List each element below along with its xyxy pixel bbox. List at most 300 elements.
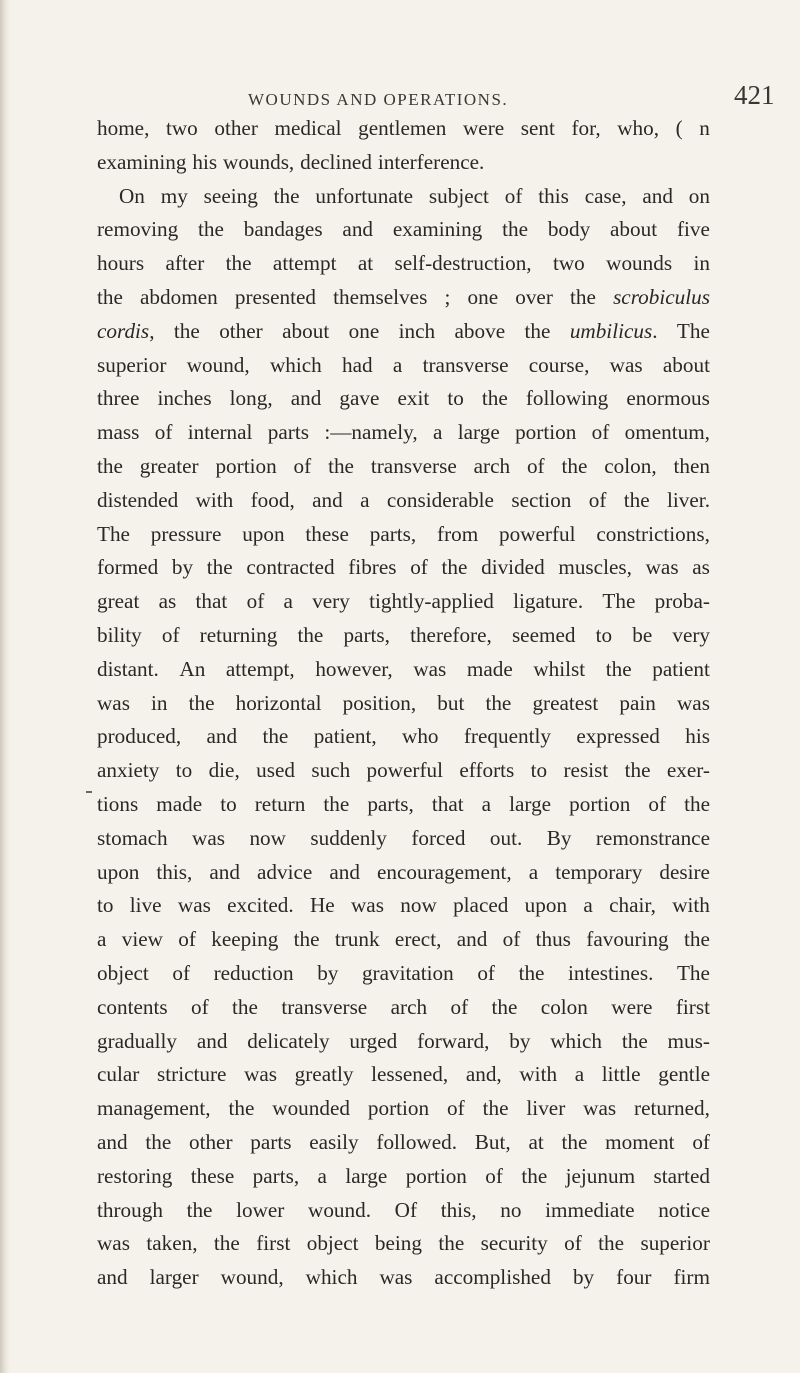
word: to [97,893,114,918]
word: in [693,251,710,276]
word: intestines. [568,960,654,985]
word: superior [97,352,167,377]
word: arch [390,994,428,1019]
word: lessened, [371,1062,449,1087]
word [613,281,710,315]
word: parts [250,1129,292,1154]
text-line [97,180,710,214]
text-line [97,450,710,484]
text-line [97,1261,710,1295]
word: expressed [576,724,660,749]
word: jejunum [565,1163,636,1188]
word: liver [526,1096,566,1121]
word: lower [236,1197,285,1222]
word: accomplished [434,1265,551,1290]
page-binding-edge [0,0,10,1373]
word: the [598,1231,625,1256]
text-line [97,382,710,416]
word: encouragement, [377,859,512,884]
word: The [676,960,710,985]
word: this, [156,859,193,884]
word: other [219,318,263,343]
word: wounds, [223,149,295,174]
text-line [97,112,710,146]
word: the [228,1096,255,1121]
word: other [214,116,258,140]
text-line [97,213,710,247]
word: tightly-applied [369,589,494,614]
word: was [97,690,130,715]
word: was [177,893,211,918]
word: to [175,758,193,783]
word: upon [97,859,140,884]
word: and [97,1265,128,1290]
word: moment [605,1129,675,1154]
word: of [485,1163,503,1188]
word: ligature. [513,589,584,614]
text-line [97,991,710,1025]
word: and [209,859,240,884]
word: anxiety [97,758,160,783]
word: exit [397,386,430,411]
word: first [256,1231,291,1256]
word: patient [652,656,710,681]
word: contracted [246,555,335,580]
word: inches [157,386,212,411]
word: this [538,183,569,208]
text-line [97,551,710,585]
word: were [611,994,653,1019]
word: keeping [211,927,279,952]
word: omentum, [624,420,710,445]
word: parts, [367,791,414,816]
word: bandages [243,217,323,242]
word: and [456,927,488,952]
word: five [676,217,710,242]
text-line [97,856,710,890]
word: no [500,1197,522,1222]
word: suddenly [310,825,387,850]
word: a [97,927,107,952]
word: the [482,1096,509,1121]
word: two [552,251,585,276]
word: colon [540,994,588,1019]
word: and [342,217,374,242]
word: reduction [213,960,294,985]
word: interference. [377,149,485,174]
word: gentlemen [358,116,447,140]
word: very [312,589,350,614]
word: and [97,1129,128,1154]
word: section [511,487,572,512]
word: about [282,318,330,343]
word: exer- [666,758,710,783]
word: of [246,589,265,614]
text-line [97,484,710,518]
word: that [431,791,464,816]
word: stricture [157,1062,227,1087]
word: on [688,183,710,208]
word: the [624,758,651,783]
word: of [161,622,180,647]
word: of [178,927,196,952]
word: advice [257,859,313,884]
word: one [348,318,380,343]
word: of [526,453,545,478]
word: portion [215,453,277,478]
word: therefore, [410,622,492,647]
word: were [462,116,505,140]
word: was [350,893,384,918]
word: transverse [370,453,457,478]
text-line [97,315,710,349]
word: very [672,622,710,647]
word: used [256,758,295,783]
word: of [502,927,521,952]
word: position, [342,690,417,715]
word: the [605,656,632,681]
text-line [97,1092,710,1126]
word: The [97,521,130,546]
word: now [400,893,437,918]
word: be [632,622,653,647]
text-line [97,754,710,788]
word: about [662,352,710,377]
text-line [97,889,710,923]
word: the [491,994,518,1019]
word: desire [659,859,710,884]
word: object [306,1231,359,1256]
word: examining [97,149,187,174]
word: mus- [667,1028,710,1053]
word: by [171,555,194,580]
word: immediate [545,1197,635,1222]
word: attempt [272,251,337,276]
word: returned, [634,1096,710,1121]
word: contents [97,994,168,1019]
text-line [97,957,710,991]
word: restoring [97,1163,173,1188]
word: enormous [626,386,710,411]
word: attempt, [225,656,295,681]
word: of [154,420,173,445]
word: placed [453,893,509,918]
word: seemed [511,622,576,647]
word: and, [465,1062,502,1087]
word: wounded [272,1096,350,1121]
word: easily [309,1129,359,1154]
body-text [97,112,710,1295]
word: The [602,589,636,614]
word: of [172,960,191,985]
word: fibres [348,555,397,580]
word: which [269,352,322,377]
word: home, [97,116,150,140]
word: for, [571,116,601,140]
word: these [305,521,349,546]
word: chair, [609,893,656,918]
word: seeing [203,183,258,208]
word: gravitation [361,960,454,985]
word: of [410,555,428,580]
text-line [97,1160,710,1194]
word: The [676,318,710,343]
word: through [97,1197,163,1222]
word: large [509,791,552,816]
word: case, [584,183,627,208]
word: was [583,1096,617,1121]
word: n [699,116,710,140]
word: the [524,318,551,343]
word: the [323,791,350,816]
word: was [609,352,643,377]
text-line [97,518,710,552]
word: to [220,791,237,816]
word: horizontal [235,690,322,715]
word: divided [481,555,545,580]
word: self-destruction, [394,251,532,276]
word: started [653,1163,710,1188]
word: umbilicus. [570,315,658,349]
word: great [97,589,140,614]
word: a [574,1062,585,1087]
word: By [546,825,572,850]
word: one [467,284,499,309]
word: now [249,825,286,850]
word: gradually [97,1028,178,1053]
word: was [379,1265,413,1290]
word: such [311,758,351,783]
word: however, [315,656,393,681]
word: the [561,453,588,478]
word: a [317,1163,327,1188]
word: out. [489,825,523,850]
word: over [515,284,553,309]
word: the [570,284,596,309]
word: and [290,386,322,411]
italic-term: scrobiculus [613,284,710,309]
page-number: 421 [734,80,775,110]
word: that [195,589,228,614]
word: portion [367,1096,430,1121]
word: An [179,656,206,681]
word: object [97,960,149,985]
word: the [206,555,233,580]
word: with [195,487,234,512]
word: which [550,1028,603,1053]
word: long, [229,386,273,411]
word: was [645,555,679,580]
word: being [374,1231,422,1256]
word: greater [139,453,199,478]
word: a [360,487,370,512]
word: following [525,386,609,411]
word: a [392,352,403,377]
word: the [97,284,123,309]
word: other [188,1129,233,1154]
text-line [97,720,710,754]
word: removing [97,217,179,242]
word: the [684,791,710,816]
word: of [588,487,607,512]
word: the [173,318,200,343]
text-line [97,653,710,687]
word: management, [97,1096,211,1121]
word: was [244,1062,278,1087]
word: a [528,859,539,884]
word: to [595,622,613,647]
word: taken, [146,1231,198,1256]
word: by [317,960,339,985]
word: efforts [459,758,515,783]
text-line [97,1025,710,1059]
word: had [342,352,373,377]
word: larger [149,1265,199,1290]
word: in [151,690,168,715]
word: forced [411,825,466,850]
word: followed. [376,1129,458,1154]
word: the [293,927,320,952]
word: the [262,724,289,749]
word: powerful [366,758,444,783]
word: upon [524,893,568,918]
word: the [225,251,252,276]
word: a [433,420,443,445]
word: wound. [308,1197,372,1222]
word: powerful [499,521,576,546]
word: the [502,217,528,242]
word: cordis, [97,315,154,349]
word: the [273,183,300,208]
word: of [504,183,523,208]
word: excited. [227,893,294,918]
word: greatly [294,1062,354,1087]
word: his [192,149,218,174]
word: made [156,791,203,816]
word: thus [535,927,571,952]
word: formed [97,555,159,580]
word: the [481,386,508,411]
word: gentle [658,1062,710,1087]
word: course, [528,352,590,377]
word: my [160,183,188,208]
word: a [481,791,492,816]
word: security [480,1231,548,1256]
word: parts, [343,622,390,647]
word: the [213,1231,240,1256]
word: with [672,893,710,918]
word: delicately [247,1028,330,1053]
word: the [145,1129,172,1154]
word: the [683,927,710,952]
text-line [97,146,710,180]
word: of [450,994,469,1019]
word: but [437,690,465,715]
text-line [97,788,710,822]
word: of [477,960,495,985]
word: the [441,555,468,580]
word: large [345,1163,388,1188]
word: favouring [586,927,669,952]
text-line [97,1058,710,1092]
word: the [198,217,224,242]
word: the [518,960,545,985]
word: produced, [97,724,182,749]
word: notice [658,1197,710,1222]
word: temporary [555,859,643,884]
word: remonstrance [595,825,710,850]
text-line [97,349,710,383]
word: the [297,622,324,647]
word: Of [394,1197,418,1222]
word: the [438,1231,465,1256]
word: inch [398,318,436,343]
word: hours [97,251,145,276]
text-line [97,1194,710,1228]
word: was [192,825,225,850]
word: about [610,217,658,242]
word: by [509,1028,531,1053]
word: who, [617,116,660,140]
word: trunk [334,927,380,952]
text-line [97,281,710,315]
word: and [206,724,238,749]
word: internal [187,420,253,445]
word: urged [349,1028,398,1053]
word: of [293,453,312,478]
word: abdomen [140,284,218,309]
word: cular [97,1062,140,1087]
word: upon [242,521,285,546]
word: :—namely, [324,420,418,445]
word: and [642,183,673,208]
word: bility [97,622,142,647]
word: pain [619,690,656,715]
word: whilst [533,656,586,681]
word: wounds [606,251,673,276]
word: transverse [422,352,509,377]
word: the [621,1028,648,1053]
word: parts, [252,1163,300,1188]
word: large [457,420,500,445]
word: resist [563,758,609,783]
word: examining [392,217,483,242]
word: unfortunate [315,183,414,208]
word: medical [274,116,342,140]
text-line [97,923,710,957]
word: He [309,893,335,918]
word: of [648,791,667,816]
word: But, [474,1129,511,1154]
word: themselves [333,284,428,309]
word: parts [267,420,309,445]
word: of [447,1096,465,1121]
text-line [97,416,710,450]
word: of [564,1231,582,1256]
text-line [97,585,710,619]
text-line [97,1227,710,1261]
word: presented [234,284,317,309]
word: this, [440,1197,477,1222]
word: the [561,1129,588,1154]
word: three [97,386,140,411]
word: ; [444,284,451,309]
word: to [530,758,548,783]
word: of [191,994,209,1019]
word: pressure [150,521,222,546]
margin-mark [86,791,92,793]
word: parts, [369,521,417,546]
